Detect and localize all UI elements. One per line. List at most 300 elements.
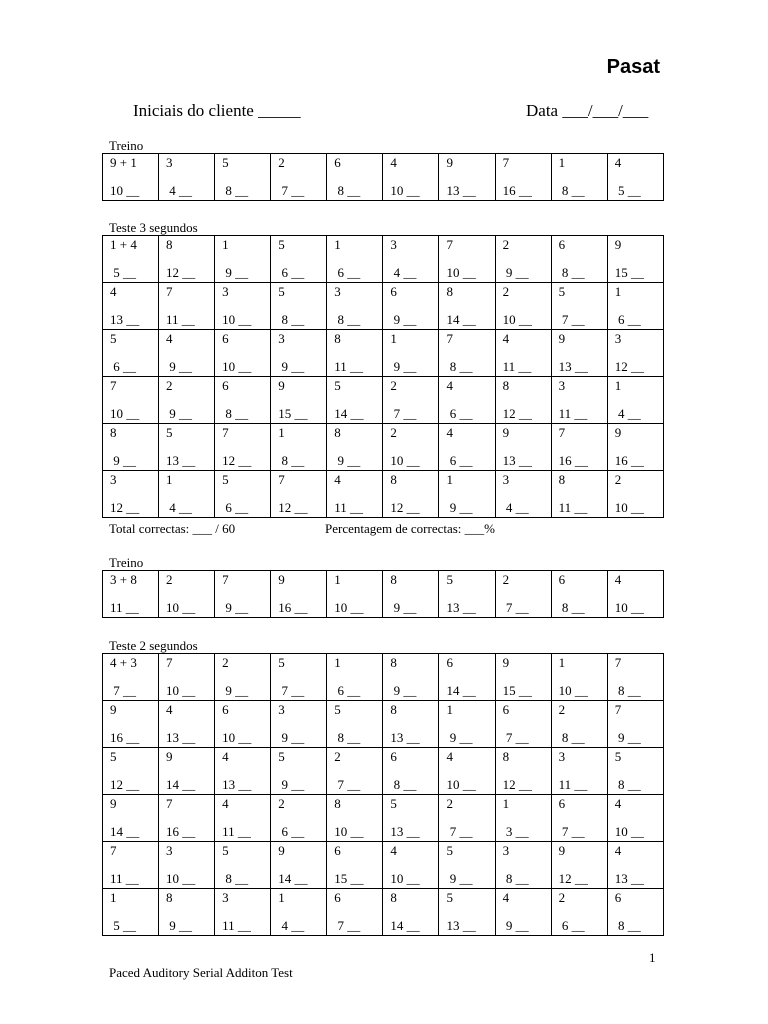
answer-blank[interactable]: 9 __ (278, 730, 305, 745)
item-cell[interactable] (607, 330, 663, 377)
item-cell[interactable] (551, 377, 607, 424)
item-cell[interactable] (327, 701, 383, 748)
item-cell[interactable] (495, 471, 551, 518)
item-cell[interactable] (551, 748, 607, 795)
item-cell[interactable] (215, 889, 271, 936)
item-cell[interactable] (215, 330, 271, 377)
answer-blank[interactable]: 7 __ (390, 406, 417, 421)
item-cell[interactable] (383, 842, 439, 889)
answer-blank[interactable]: 13 __ (558, 359, 588, 374)
item-cell[interactable] (439, 842, 495, 889)
item-cell[interactable] (103, 377, 159, 424)
answer-blank[interactable]: 8 __ (222, 183, 249, 198)
answer-blank[interactable]: 5 __ (110, 918, 136, 933)
percent-correct-label[interactable]: Percentagem de correctas: ___% (325, 521, 496, 536)
item-cell[interactable] (159, 236, 215, 283)
item-number: 3 (222, 284, 229, 299)
answer-blank[interactable]: 13 __ (614, 871, 644, 886)
item-cell[interactable] (551, 842, 607, 889)
answer-blank[interactable]: 8 __ (614, 683, 641, 698)
answer-blank[interactable]: 8 __ (614, 777, 641, 792)
answer-blank[interactable]: 9 __ (390, 359, 417, 374)
answer-blank[interactable]: 12 __ (502, 406, 532, 421)
answer-blank[interactable]: 7 __ (558, 312, 585, 327)
answer-blank[interactable]: 9 __ (222, 600, 249, 615)
answer-blank[interactable]: 9 __ (502, 265, 529, 280)
answer-blank[interactable]: 10 __ (558, 683, 588, 698)
answer-blank[interactable]: 16 __ (558, 453, 588, 468)
item-cell[interactable] (215, 471, 271, 518)
item-cell[interactable] (607, 377, 663, 424)
answer-blank[interactable]: 8 __ (558, 265, 585, 280)
item-cell[interactable] (383, 701, 439, 748)
answer-blank[interactable]: 9 __ (446, 871, 473, 886)
item-cell[interactable] (215, 748, 271, 795)
answer-blank[interactable]: 14 __ (334, 406, 364, 421)
answer-blank[interactable]: 10 __ (166, 683, 196, 698)
item-number: 5 (222, 472, 229, 487)
answer-blank[interactable]: 9 __ (166, 918, 192, 933)
answer-blank[interactable]: 7 __ (278, 183, 305, 198)
item-cell[interactable] (103, 795, 159, 842)
item-cell[interactable] (439, 236, 495, 283)
answer-blank[interactable]: 10 __ (446, 265, 476, 280)
item-cell[interactable] (271, 571, 327, 618)
item-cell[interactable] (103, 236, 159, 283)
answer-blank[interactable]: 10 __ (446, 777, 476, 792)
answer-blank[interactable]: 4 __ (390, 265, 417, 280)
item-cell[interactable] (271, 701, 327, 748)
item-cell[interactable] (495, 701, 551, 748)
answer-blank[interactable]: 6 __ (446, 406, 473, 421)
answer-blank[interactable]: 12 __ (390, 500, 420, 515)
item-cell[interactable] (271, 795, 327, 842)
answer-blank[interactable]: 11 __ (558, 500, 588, 515)
item-cell[interactable] (439, 377, 495, 424)
answer-blank[interactable]: 11 __ (558, 406, 588, 421)
answer-blank[interactable]: 12 __ (222, 453, 252, 468)
answer-blank[interactable]: 16 __ (278, 600, 308, 615)
item-cell[interactable] (607, 654, 663, 701)
item-cell[interactable] (551, 154, 607, 201)
answer-blank[interactable]: 8 __ (334, 730, 361, 745)
item-cell[interactable] (271, 154, 327, 201)
item-cell[interactable] (327, 748, 383, 795)
answer-blank[interactable]: 9 __ (166, 406, 192, 421)
answer-blank[interactable]: 7 __ (558, 824, 585, 839)
answer-blank[interactable]: 5 __ (614, 183, 641, 198)
answer-blank[interactable]: 10 __ (222, 359, 252, 374)
answer-blank[interactable]: 13 __ (446, 183, 476, 198)
answer-blank[interactable]: 9 __ (278, 359, 305, 374)
answer-blank[interactable]: 11 __ (502, 359, 532, 374)
answer-blank[interactable]: 10 __ (614, 500, 644, 515)
answer-blank[interactable]: 12 __ (110, 777, 140, 792)
item-cell[interactable] (495, 154, 551, 201)
answer-blank[interactable]: 12 __ (278, 500, 308, 515)
answer-blank[interactable]: 12 __ (166, 265, 196, 280)
item-cell[interactable] (215, 283, 271, 330)
answer-blank[interactable]: 14 __ (446, 683, 476, 698)
item-cell[interactable] (495, 654, 551, 701)
item-cell[interactable] (383, 471, 439, 518)
item-cell[interactable] (159, 571, 215, 618)
item-cell[interactable] (271, 889, 327, 936)
answer-blank[interactable]: 4 __ (166, 183, 192, 198)
answer-blank[interactable]: 16 __ (166, 824, 196, 839)
answer-blank[interactable]: 14 __ (278, 871, 308, 886)
item-cell[interactable] (271, 654, 327, 701)
item-cell[interactable] (551, 889, 607, 936)
item-cell[interactable] (551, 654, 607, 701)
item-number: 1 (110, 890, 117, 905)
answer-blank[interactable]: 15 __ (278, 406, 308, 421)
item-cell[interactable] (327, 154, 383, 201)
answer-blank[interactable]: 14 __ (110, 824, 140, 839)
answer-blank[interactable]: 4 __ (614, 406, 641, 421)
item-cell[interactable] (159, 795, 215, 842)
answer-blank[interactable]: 16 __ (502, 183, 532, 198)
item-number: 1 (222, 237, 229, 252)
item-cell[interactable] (271, 424, 327, 471)
answer-blank[interactable]: 6 __ (334, 265, 361, 280)
item-cell[interactable] (495, 842, 551, 889)
item-cell[interactable] (439, 571, 495, 618)
answer-blank[interactable]: 10 __ (390, 871, 420, 886)
answer-blank[interactable]: 7 __ (334, 918, 361, 933)
item-cell[interactable] (551, 424, 607, 471)
answer-blank[interactable]: 11 __ (334, 359, 364, 374)
answer-blank[interactable]: 13 __ (166, 453, 196, 468)
item-cell[interactable] (271, 471, 327, 518)
item-cell[interactable] (439, 889, 495, 936)
answer-blank[interactable]: 11 __ (110, 600, 139, 615)
item-cell[interactable] (103, 571, 159, 618)
item-cell[interactable] (551, 701, 607, 748)
answer-blank[interactable]: 5 __ (110, 265, 136, 280)
answer-blank[interactable]: 9 __ (278, 777, 305, 792)
answer-blank[interactable]: 8 __ (558, 730, 585, 745)
answer-blank[interactable]: 8 __ (446, 359, 473, 374)
item-cell[interactable] (607, 842, 663, 889)
item-cell[interactable] (607, 748, 663, 795)
answer-blank[interactable]: 10 __ (390, 183, 420, 198)
answer-blank[interactable]: 8 __ (390, 777, 417, 792)
item-cell[interactable] (551, 330, 607, 377)
item-cell[interactable] (495, 571, 551, 618)
answer-blank[interactable]: 10 __ (110, 406, 140, 421)
item-cell[interactable] (215, 795, 271, 842)
item-cell[interactable] (495, 424, 551, 471)
item-cell[interactable] (551, 236, 607, 283)
answer-blank[interactable]: 9 __ (614, 730, 641, 745)
item-cell[interactable] (159, 330, 215, 377)
item-cell[interactable] (215, 571, 271, 618)
item-cell[interactable] (383, 654, 439, 701)
item-cell[interactable] (271, 330, 327, 377)
item-cell[interactable] (103, 889, 159, 936)
item-cell[interactable] (495, 377, 551, 424)
answer-blank[interactable]: 9 __ (446, 500, 473, 515)
item-cell[interactable] (439, 471, 495, 518)
item-cell[interactable] (271, 283, 327, 330)
item-cell[interactable] (327, 842, 383, 889)
answer-blank[interactable]: 4 __ (278, 918, 305, 933)
item-cell[interactable] (159, 701, 215, 748)
answer-blank[interactable]: 10 __ (390, 453, 420, 468)
answer-blank[interactable]: 8 __ (334, 312, 361, 327)
answer-blank[interactable]: 16 __ (614, 453, 644, 468)
answer-blank[interactable]: 10 __ (222, 312, 252, 327)
item-cell[interactable] (551, 795, 607, 842)
answer-blank[interactable]: 7 __ (502, 600, 529, 615)
item-cell[interactable] (327, 795, 383, 842)
item-cell[interactable] (383, 283, 439, 330)
answer-blank[interactable]: 12 __ (110, 500, 140, 515)
answer-blank[interactable]: 7 __ (502, 730, 529, 745)
item-cell[interactable] (327, 330, 383, 377)
item-cell[interactable] (495, 748, 551, 795)
item-cell[interactable] (327, 471, 383, 518)
item-number: 4 (614, 572, 622, 587)
answer-blank[interactable]: 9 __ (222, 683, 249, 698)
answer-blank[interactable]: 6 __ (446, 453, 473, 468)
answer-blank[interactable]: 6 __ (110, 359, 136, 374)
item-cell[interactable] (215, 377, 271, 424)
item-cell[interactable] (103, 748, 159, 795)
item-cell[interactable] (271, 842, 327, 889)
answer-blank[interactable]: 10 __ (110, 183, 140, 198)
item-cell[interactable] (215, 654, 271, 701)
answer-blank[interactable]: 8 __ (614, 918, 641, 933)
client-initials-field[interactable]: Iniciais do cliente _____ (133, 101, 301, 120)
answer-blank[interactable]: 10 __ (502, 312, 532, 327)
item-cell[interactable] (271, 377, 327, 424)
item-number: 6 (390, 749, 397, 764)
item-cell[interactable] (383, 748, 439, 795)
answer-blank[interactable]: 6 __ (558, 918, 585, 933)
item-cell[interactable] (607, 283, 663, 330)
answer-blank[interactable]: 8 __ (222, 871, 249, 886)
answer-blank[interactable]: 11 __ (222, 824, 251, 839)
answer-blank[interactable]: 14 __ (390, 918, 420, 933)
item-cell[interactable] (103, 154, 159, 201)
item-cell[interactable] (103, 283, 159, 330)
answer-blank[interactable]: 12 __ (558, 871, 588, 886)
answer-blank[interactable]: 4 __ (502, 500, 529, 515)
item-cell[interactable] (215, 842, 271, 889)
answer-blank[interactable]: 10 __ (334, 824, 364, 839)
item-cell[interactable] (607, 571, 663, 618)
item-cell[interactable] (439, 701, 495, 748)
item-cell[interactable] (439, 424, 495, 471)
item-cell[interactable] (495, 283, 551, 330)
answer-blank[interactable]: 9 __ (446, 730, 473, 745)
item-cell[interactable] (439, 748, 495, 795)
item-cell[interactable] (159, 842, 215, 889)
item-number: 6 (222, 378, 229, 393)
answer-blank[interactable]: 11 __ (558, 777, 588, 792)
item-cell[interactable] (159, 748, 215, 795)
item-cell[interactable] (103, 842, 159, 889)
answer-blank[interactable]: 9 __ (390, 600, 417, 615)
answer-blank[interactable]: 8 __ (334, 183, 361, 198)
answer-blank[interactable]: 10 __ (166, 600, 196, 615)
item-cell[interactable] (103, 471, 159, 518)
answer-blank[interactable]: 8 __ (222, 406, 249, 421)
answer-blank[interactable]: 7 __ (334, 777, 361, 792)
item-cell[interactable] (271, 236, 327, 283)
item-cell[interactable] (103, 424, 159, 471)
item-number: 6 (446, 655, 453, 670)
item-cell[interactable] (495, 889, 551, 936)
item-cell[interactable] (607, 889, 663, 936)
answer-blank[interactable]: 8 __ (558, 600, 585, 615)
answer-blank[interactable]: 8 __ (502, 871, 529, 886)
answer-blank[interactable]: 3 __ (502, 824, 529, 839)
item-cell[interactable] (215, 701, 271, 748)
item-cell[interactable] (215, 154, 271, 201)
answer-blank[interactable]: 10 __ (334, 600, 364, 615)
answer-blank[interactable]: 7 __ (110, 683, 136, 698)
answer-blank[interactable]: 13 __ (110, 312, 140, 327)
item-cell[interactable] (551, 283, 607, 330)
answer-blank[interactable]: 11 __ (110, 871, 139, 886)
answer-blank[interactable]: 11 __ (334, 500, 364, 515)
item-cell[interactable] (327, 654, 383, 701)
item-cell[interactable] (159, 424, 215, 471)
item-cell[interactable] (607, 236, 663, 283)
answer-blank[interactable]: 13 __ (222, 777, 252, 792)
answer-blank[interactable]: 6 __ (278, 824, 305, 839)
answer-blank[interactable]: 15 __ (614, 265, 644, 280)
answer-blank[interactable]: 13 __ (390, 730, 420, 745)
item-cell[interactable] (103, 701, 159, 748)
answer-blank[interactable]: 10 __ (166, 871, 196, 886)
item-cell[interactable] (383, 330, 439, 377)
item-cell[interactable] (327, 283, 383, 330)
item-number: 7 (446, 331, 453, 346)
answer-blank[interactable]: 6 __ (334, 683, 361, 698)
answer-blank[interactable]: 13 __ (502, 453, 532, 468)
item-number: 4 (446, 378, 453, 393)
item-number: 8 (502, 749, 510, 764)
item-cell[interactable] (439, 795, 495, 842)
item-cell[interactable] (383, 236, 439, 283)
answer-blank[interactable]: 8 __ (278, 453, 305, 468)
answer-blank[interactable]: 13 __ (390, 824, 420, 839)
item-cell[interactable] (551, 571, 607, 618)
item-cell[interactable] (159, 654, 215, 701)
answer-blank[interactable]: 16 __ (110, 730, 140, 745)
item-cell[interactable] (551, 471, 607, 518)
answer-blank[interactable]: 9 __ (390, 683, 417, 698)
answer-blank[interactable]: 9 __ (390, 312, 417, 327)
answer-blank[interactable]: 7 __ (446, 824, 473, 839)
answer-blank[interactable]: 14 __ (166, 777, 196, 792)
item-cell[interactable] (607, 154, 663, 201)
answer-blank[interactable]: 13 __ (166, 730, 196, 745)
item-cell[interactable] (159, 283, 215, 330)
item-cell[interactable] (439, 330, 495, 377)
answer-blank[interactable]: 15 __ (334, 871, 364, 886)
item-number: 9 (558, 331, 566, 346)
answer-blank[interactable]: 10 __ (614, 600, 644, 615)
item-number: 2 (166, 572, 173, 587)
answer-blank[interactable]: 13 __ (446, 918, 476, 933)
answer-blank[interactable]: 7 __ (278, 683, 305, 698)
answer-blank[interactable]: 4 __ (166, 500, 192, 515)
item-cell[interactable] (159, 154, 215, 201)
item-cell[interactable] (159, 377, 215, 424)
item-cell[interactable] (327, 236, 383, 283)
answer-blank[interactable]: 8 __ (278, 312, 305, 327)
item-cell[interactable] (383, 424, 439, 471)
answer-blank[interactable]: 9 __ (502, 918, 529, 933)
date-field[interactable]: Data ___/___/___ (526, 101, 649, 120)
answer-blank[interactable]: 8 __ (558, 183, 585, 198)
answer-blank[interactable]: 14 __ (446, 312, 476, 327)
answer-blank[interactable]: 12 __ (502, 777, 532, 792)
item-cell[interactable] (607, 795, 663, 842)
answer-blank[interactable]: 9 __ (222, 265, 249, 280)
item-cell[interactable] (383, 889, 439, 936)
item-cell[interactable] (383, 571, 439, 618)
item-cell[interactable] (495, 236, 551, 283)
item-cell[interactable] (215, 236, 271, 283)
answer-blank[interactable]: 9 __ (166, 359, 192, 374)
item-cell[interactable] (495, 330, 551, 377)
item-cell[interactable] (383, 377, 439, 424)
answer-blank[interactable]: 6 __ (222, 500, 249, 515)
answer-blank[interactable]: 10 __ (614, 824, 644, 839)
answer-blank[interactable]: 6 __ (614, 312, 641, 327)
answer-blank[interactable]: 9 __ (110, 453, 136, 468)
item-number: 3 (110, 472, 117, 487)
item-cell[interactable] (215, 424, 271, 471)
answer-blank[interactable]: 12 __ (614, 359, 644, 374)
answer-blank[interactable]: 6 __ (278, 265, 305, 280)
item-cell[interactable] (103, 330, 159, 377)
item-cell[interactable] (271, 748, 327, 795)
item-cell[interactable] (383, 154, 439, 201)
item-cell[interactable] (159, 471, 215, 518)
table-row (103, 701, 664, 748)
item-cell[interactable] (607, 471, 663, 518)
item-cell[interactable] (383, 795, 439, 842)
item-cell[interactable] (159, 889, 215, 936)
answer-blank[interactable]: 13 __ (446, 600, 476, 615)
total-correct-label[interactable]: Total correctas: ___ / 60 (109, 521, 236, 536)
answer-blank[interactable]: 11 __ (166, 312, 195, 327)
item-cell[interactable] (327, 377, 383, 424)
item-cell[interactable] (327, 889, 383, 936)
answer-blank[interactable]: 9 __ (334, 453, 361, 468)
item-cell[interactable] (495, 795, 551, 842)
answer-blank[interactable]: 15 __ (502, 683, 532, 698)
item-cell[interactable] (439, 283, 495, 330)
item-number: 2 (502, 284, 510, 299)
item-cell[interactable] (327, 571, 383, 618)
answer-blank[interactable]: 11 __ (222, 918, 251, 933)
answer-blank[interactable]: 10 __ (222, 730, 252, 745)
item-cell[interactable] (607, 424, 663, 471)
item-cell[interactable] (327, 424, 383, 471)
item-cell[interactable] (103, 654, 159, 701)
item-cell[interactable] (607, 701, 663, 748)
item-cell[interactable] (439, 154, 495, 201)
item-cell[interactable] (439, 654, 495, 701)
